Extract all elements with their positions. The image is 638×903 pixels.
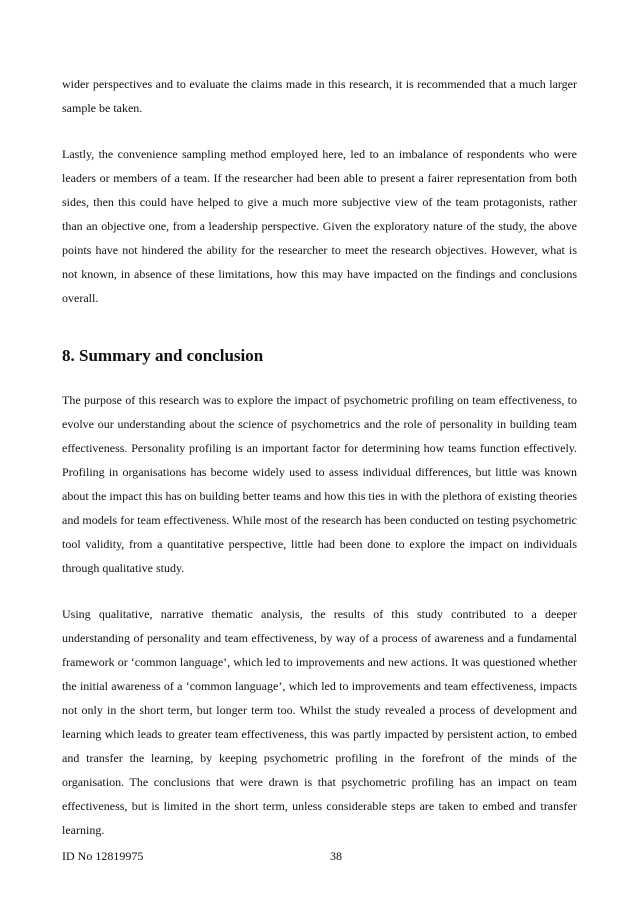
section-paragraph-2: Using qualitative, narrative thematic analysis, the results of this study contributed to a deeper understanding of personality and team effectiveness, by way of a process of awareness and a fundamental framework or ‘common language’, which led to improvements and new actions. It was questioned whether the initial awareness of a ‘common language’, which led to improvements and team effectiveness, impacts not only in the short term, but longer term too. Whilst the study revealed a process of development and learning which leads to greater team effectiveness, this was partly impacted by persistent action, to embed and transfer the learning, by keeping psychometric profiling in the forefront of the minds of the organisation. The conclusions that were drawn is that psychometric profiling has an impact on team effectiveness, but is limited in the short term, unless considerable steps are taken to embed and transfer learning. [62,607,577,837]
body-paragraph-2: Lastly, the convenience sampling method employed here, led to an imbalance of respondents who were leaders or members of a team. If the researcher had been able to present a fairer representation from both sides, then this could have helped to give a much more subjective view of the team protagonists, rather than an objective one, from a leadership perspective. Given the exploratory nature of the study, the above points have not hindered the ability for the researcher to meet the research objectives. However, what is not known, in absence of these limitations, how this may have impacted on the findings and conclusions overall. [62,147,577,305]
page-body [62,72,577,842]
section-heading: 8. Summary and conclusion [62,346,264,365]
body-paragraph-1: wider perspectives and to evaluate the claims made in this research, it is recommended that a much larger sample be taken. [62,77,577,115]
page-footer [62,848,577,864]
footer-page-number: 38 [330,849,342,863]
section-paragraph-1: The purpose of this research was to explore the impact of psychometric profiling on team effectiveness, to evolve our understanding about the science of psychometrics and the role of personality in building team effectiveness. Personality profiling is an important factor for determining how teams function effectively. Profiling in organisations has become widely used to assess individual differences, but little was known about the impact this has on building better teams and how this ties in with the plethora of existing theories and models for team effectiveness. While most of the research has been conducted on testing psychometric tool validity, from a quantitative perspective, little had been done to explore the impact on individuals through qualitative study. [62,393,577,575]
footer-id-label: ID No 12819975 [62,849,144,863]
